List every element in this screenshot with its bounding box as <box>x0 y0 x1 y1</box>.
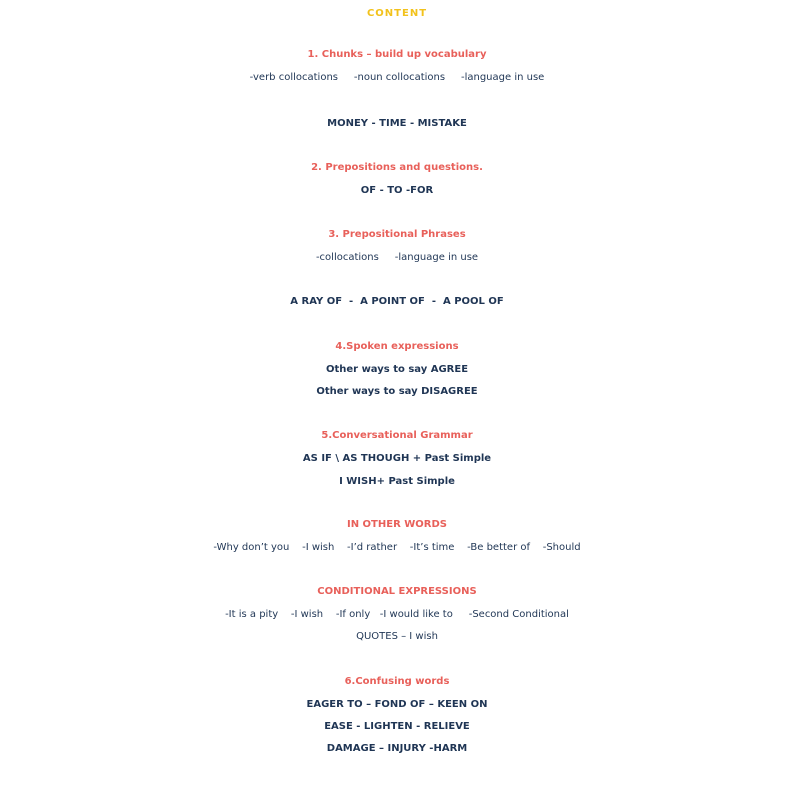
section-5-line-1: AS IF \ AS THOUGH + Past Simple <box>302 453 492 464</box>
section-6-line-1: EAGER TO – FOND OF – KEEN ON <box>306 699 488 710</box>
section-3-items: -collocations -language in use <box>315 252 479 263</box>
conditional-quotes: QUOTES – I wish <box>356 631 438 642</box>
section-4-line-2: Other ways to say DISAGREE <box>316 386 478 397</box>
section-1-words: MONEY - TIME - MISTAKE <box>327 118 467 129</box>
in-other-words-items: -Why don’t you -I wish -I’d rather -It’s time -Be better of -Should <box>213 542 581 553</box>
section-2-words: OF - TO -FOR <box>360 185 434 196</box>
section-6-line-3: DAMAGE – INJURY -HARM <box>326 743 468 754</box>
section-6-heading: 6.Confusing words <box>344 676 450 687</box>
section-3-heading: 3. Prepositional Phrases <box>328 229 466 240</box>
in-other-words-heading: IN OTHER WORDS <box>346 519 447 530</box>
section-4-line-1: Other ways to say AGREE <box>325 364 469 375</box>
section-6-line-2: EASE - LIGHTEN - RELIEVE <box>324 721 470 732</box>
section-1-items: -verb collocations -noun collocations -language in use <box>249 72 545 83</box>
section-2-heading: 2. Prepositions and questions. <box>311 162 483 173</box>
section-5-heading: 5.Conversational Grammar <box>321 430 473 441</box>
conditional-heading: CONDITIONAL EXPRESSIONS <box>317 586 477 597</box>
section-4-heading: 4.Spoken expressions <box>335 341 459 352</box>
page-title: CONTENT <box>366 8 428 19</box>
conditional-items: -It is a pity -I wish -If only -I would like to -Second Conditional <box>225 609 569 620</box>
section-3-words: A RAY OF - A POINT OF - A POOL OF <box>290 296 504 307</box>
section-1-heading: 1. Chunks – build up vocabulary <box>307 49 487 60</box>
section-5-line-2: I WISH+ Past Simple <box>339 476 455 487</box>
